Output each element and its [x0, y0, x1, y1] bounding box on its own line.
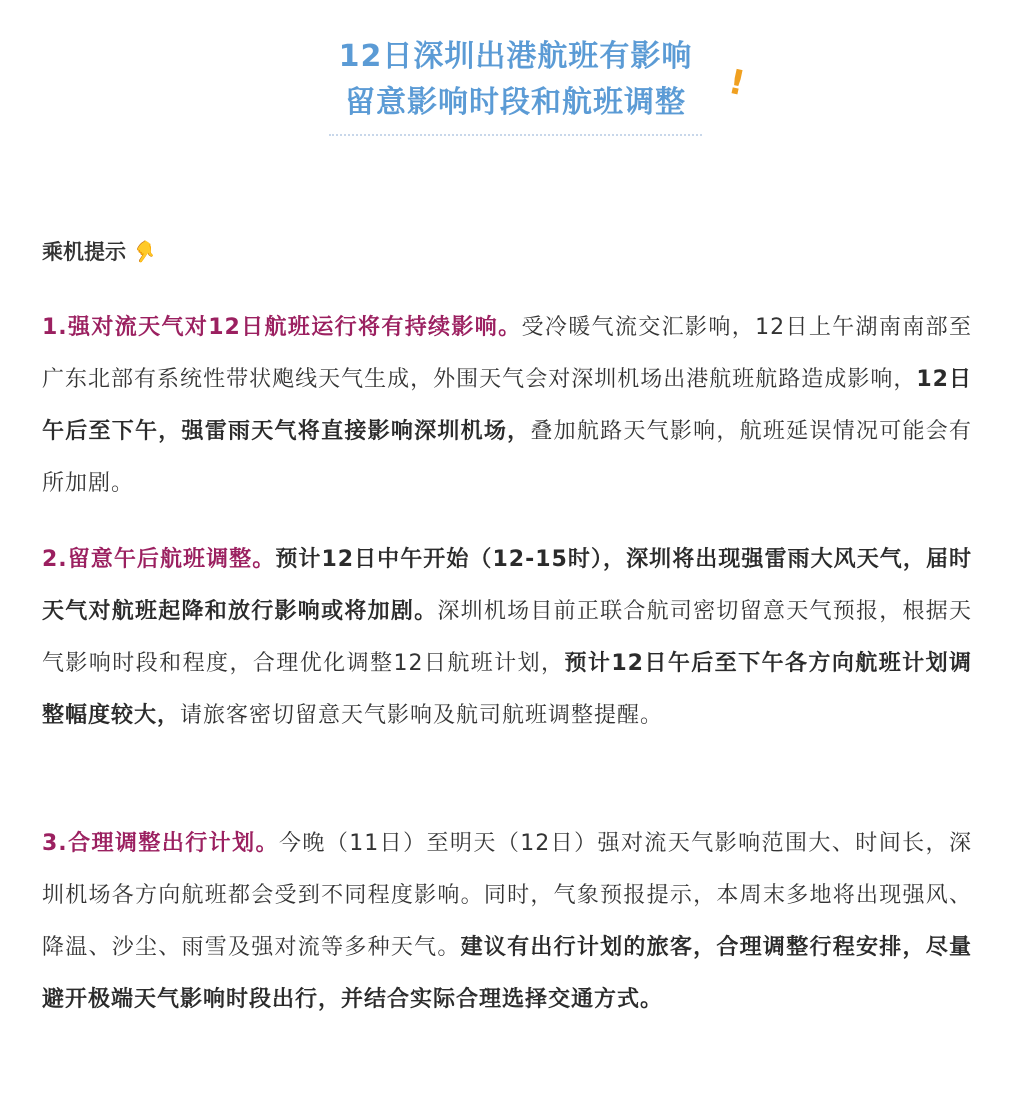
paragraph-3-bold-1: 建议有出行计划的旅客，合理调整行程安排，尽量避开极端天气影响时段出行，并结合实际合理选择交通方式。 — [42, 935, 972, 1012]
paragraph-1-text-2: 叠加航路天气影响，航班延误情况可能会有所加剧。 — [42, 419, 972, 496]
paragraph-3-text-1: 今晚（11日）至明天（12日）强对流天气影响范围大、时间长，深圳机场各方向航班都会受到不同程度影响。同时，气象预报提示，本周末多地将出现强风、降温、沙尘、雨雪及强对流等多种天气。 — [42, 831, 972, 960]
paragraph-1-text-1: 受冷暖气流交汇影响，12日上午湖南南部至广东北部有系统性带状飑线天气生成，外围天气会对深圳机场出港航班航路造成影响， — [42, 315, 972, 392]
title-line-1: 12日深圳出港航班有影响 — [338, 39, 693, 74]
paragraph-1-heading: 1.强对流天气对12日航班运行将有持续影响。 — [42, 315, 522, 340]
pointing-down-hand-icon: 👇 — [127, 235, 162, 269]
title-block — [329, 34, 749, 136]
boarding-tip-heading — [42, 235, 162, 269]
paragraph-2-text-2: 请旅客密切留意天气影响及航司航班调整提醒。 — [180, 703, 664, 728]
paragraph-1 — [42, 302, 972, 510]
paragraph-2-text-1: 深圳机场目前正联合航司密切留意天气预报，根据天气影响时段和程度，合理优化调整12日航班计划， — [42, 599, 972, 676]
article-header — [0, 34, 1031, 136]
title-line-2: 留意影响时段和航班调整 — [345, 85, 686, 120]
exclamation-icon: ! — [724, 61, 749, 105]
paragraph-1-bold-1: 12日午后至下午，强雷雨天气将直接影响深圳机场， — [42, 367, 972, 444]
boarding-tip-label: 乘机提示 — [42, 240, 126, 264]
paragraph-2-bold-2: 预计12日午后至下午各方向航班计划调整幅度较大， — [42, 651, 972, 728]
paragraph-2 — [42, 534, 972, 742]
paragraph-3 — [42, 818, 972, 1026]
paragraph-3-heading: 3.合理调整出行计划。 — [42, 831, 279, 856]
paragraph-2-heading: 2.留意午后航班调整。 — [42, 547, 276, 572]
paragraph-2-bold-1: 预计12日中午开始（12-15时），深圳将出现强雷雨大风天气，届时天气对航班起降和放行影响或将加剧。 — [42, 547, 973, 624]
